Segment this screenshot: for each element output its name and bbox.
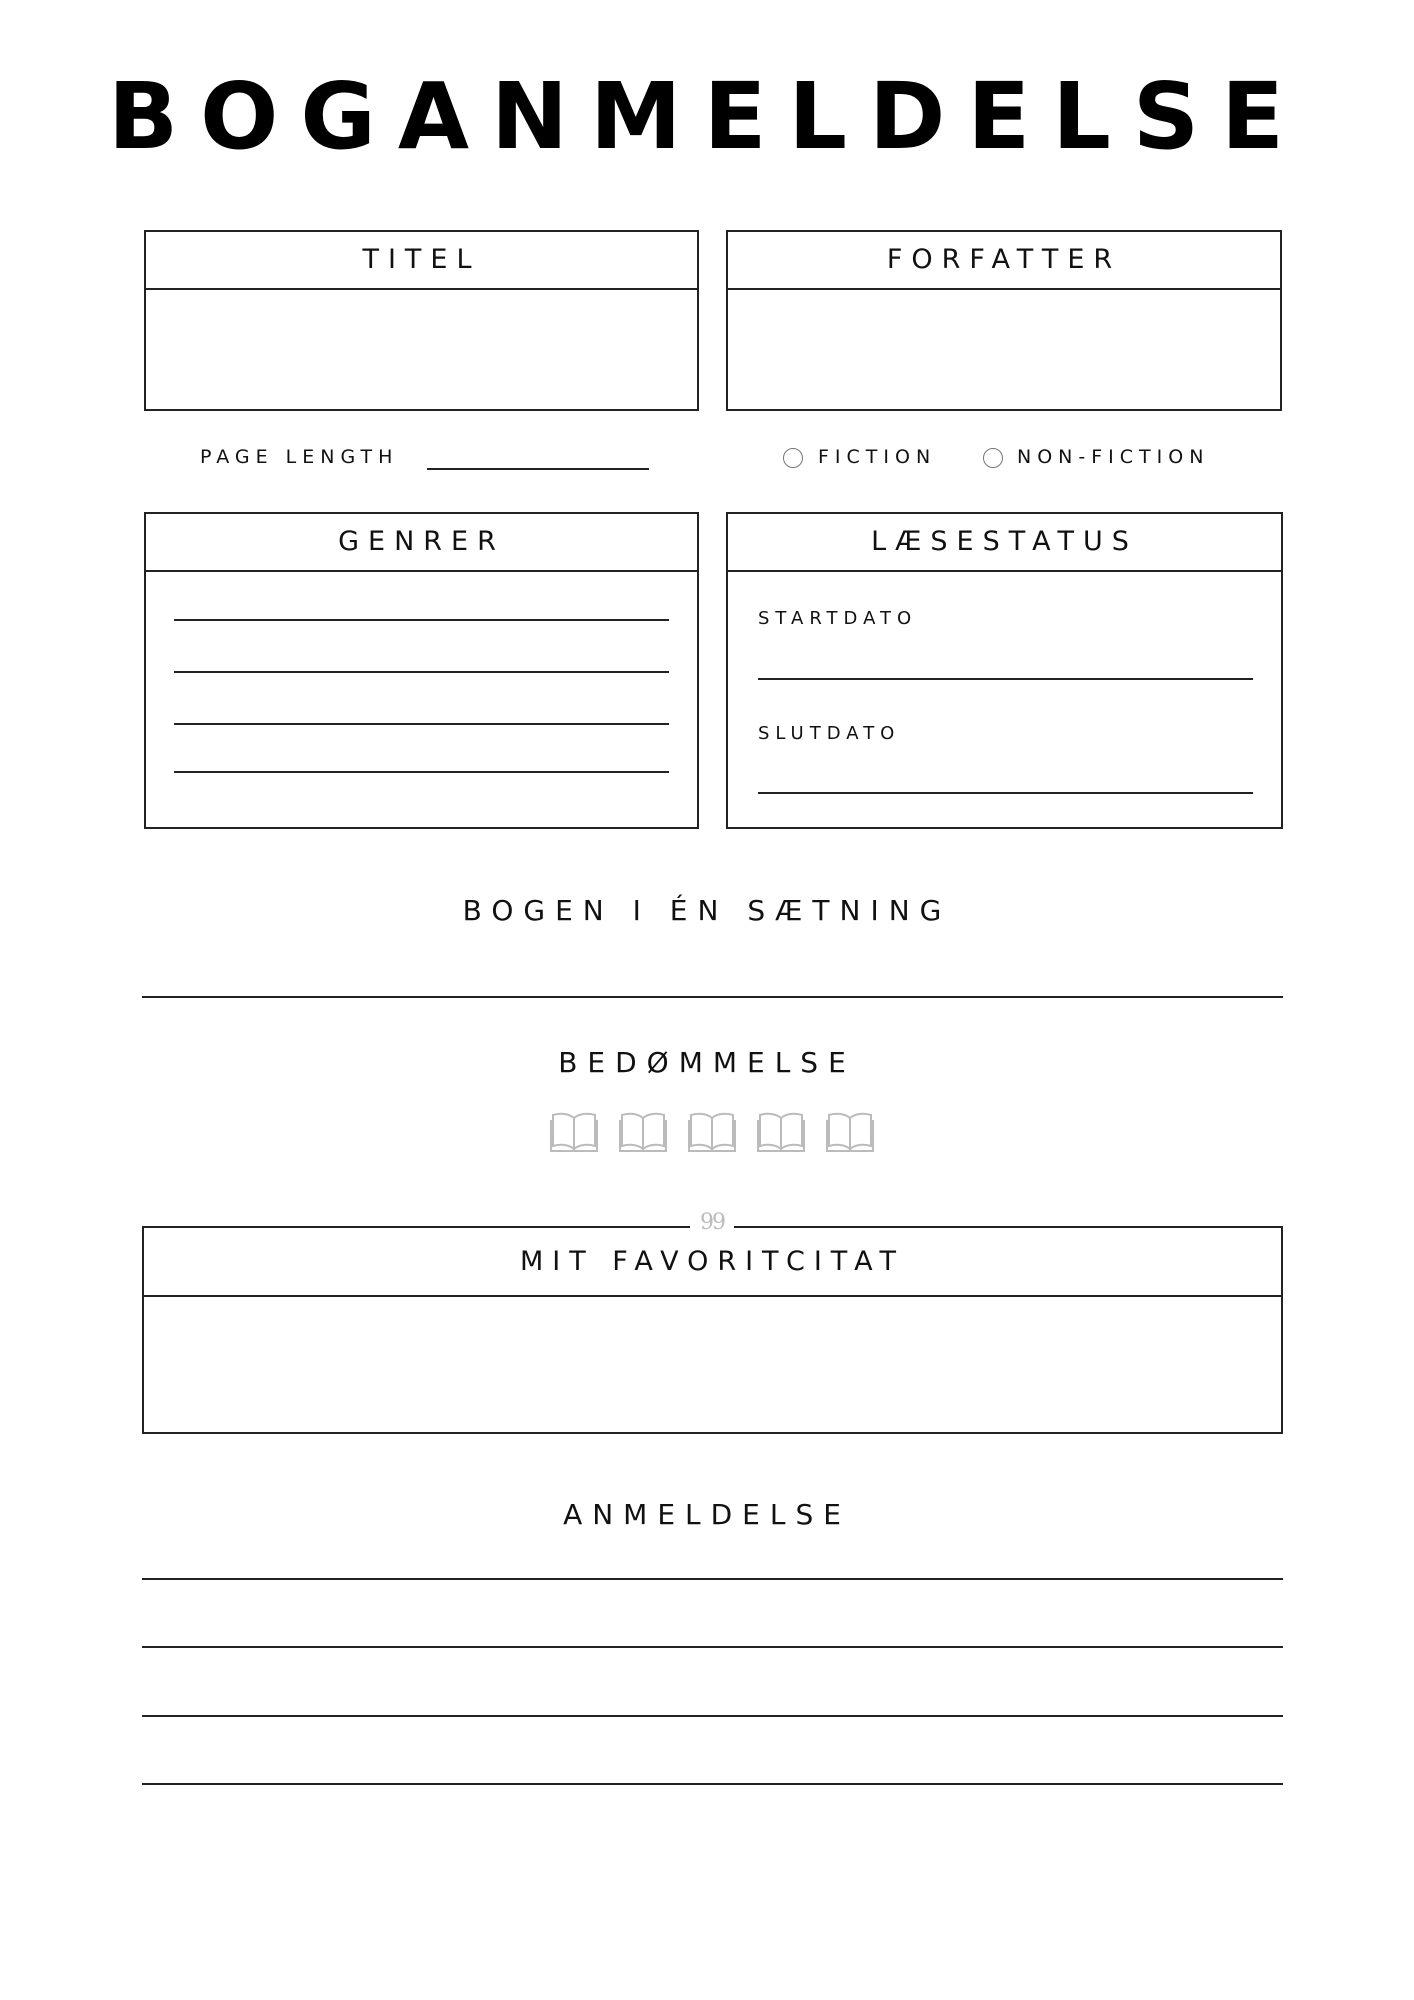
genre-line[interactable] <box>174 619 669 621</box>
open-book-icon[interactable] <box>826 1110 874 1154</box>
open-book-icon[interactable] <box>688 1110 736 1154</box>
favorite-quote-label: MIT FAVORITCITAT <box>144 1228 1281 1297</box>
fiction-label: FICTION <box>818 446 937 468</box>
quote-mark-icon: 99 <box>690 1208 734 1238</box>
open-book-icon[interactable] <box>550 1110 598 1154</box>
open-book-icon[interactable] <box>757 1110 805 1154</box>
open-book-icon[interactable] <box>619 1110 667 1154</box>
reading-status-label: LÆSESTATUS <box>728 514 1281 572</box>
genre-line[interactable] <box>174 771 669 773</box>
genre-line[interactable] <box>174 671 669 673</box>
page-length-line[interactable] <box>427 468 649 470</box>
title-field-box[interactable] <box>144 230 699 411</box>
rating-heading: BEDØMMELSE <box>558 1046 856 1079</box>
title-field-label: TITEL <box>146 232 697 290</box>
one-sentence-line[interactable] <box>142 996 1283 998</box>
page-length-label: PAGE LENGTH <box>200 446 399 468</box>
one-sentence-heading: BOGEN I ÉN SÆTNING <box>462 894 952 927</box>
start-date-line[interactable] <box>758 678 1253 680</box>
favorite-quote-box[interactable] <box>142 1226 1283 1434</box>
nonfiction-label: NON-FICTION <box>1017 446 1210 468</box>
end-date-label: SLUTDATO <box>758 723 901 744</box>
reading-status-box <box>726 512 1283 829</box>
review-line[interactable] <box>142 1783 1283 1785</box>
author-field-box[interactable] <box>726 230 1282 411</box>
review-line[interactable] <box>142 1646 1283 1648</box>
genre-line[interactable] <box>174 723 669 725</box>
genre-label: GENRER <box>146 514 697 572</box>
end-date-line[interactable] <box>758 792 1253 794</box>
review-line[interactable] <box>142 1715 1283 1717</box>
start-date-label: STARTDATO <box>758 608 918 629</box>
author-field-label: FORFATTER <box>728 232 1280 290</box>
review-line[interactable] <box>142 1578 1283 1580</box>
fiction-radio[interactable] <box>783 448 803 468</box>
page-title: BOGANMELDELSE <box>107 63 1306 170</box>
review-heading: ANMELDELSE <box>563 1498 851 1531</box>
nonfiction-radio[interactable] <box>983 448 1003 468</box>
